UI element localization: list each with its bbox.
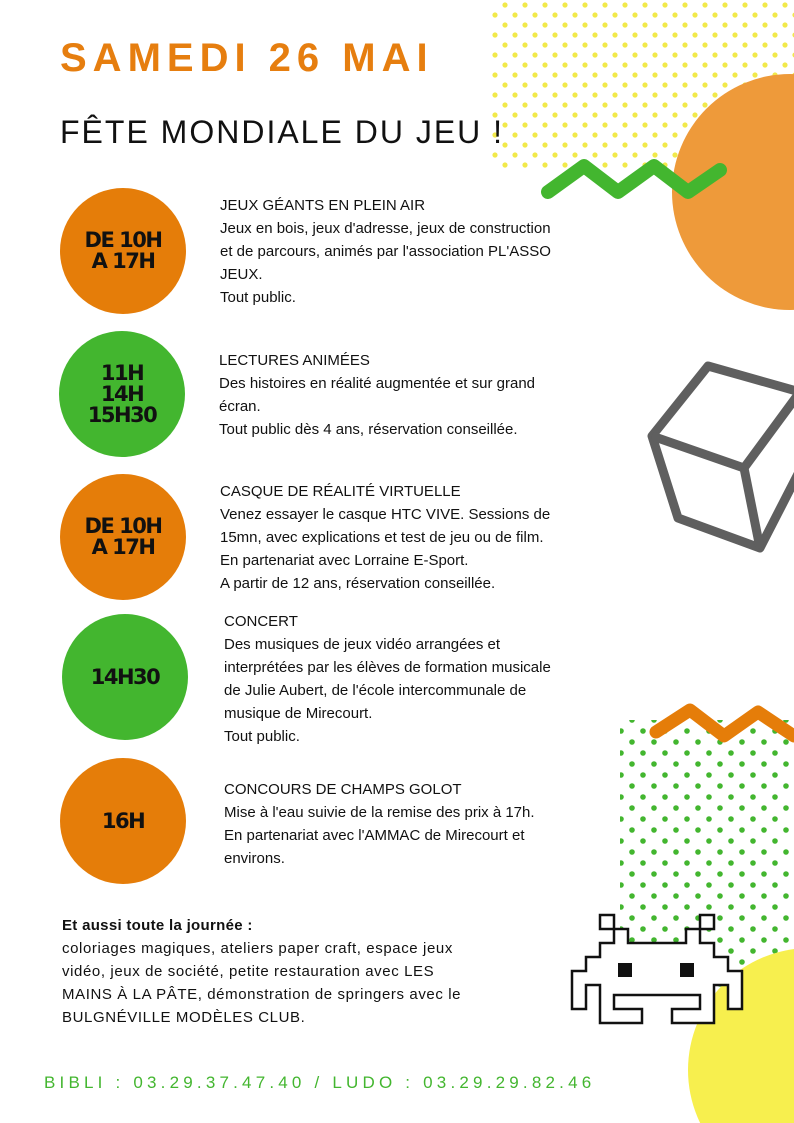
event-line: Venez essayer le casque HTC VIVE. Sessions de — [220, 506, 551, 523]
time-line: A 17H — [91, 249, 155, 273]
all-day-title: Et aussi toute la journée : — [62, 917, 253, 934]
all-day-activities — [62, 914, 562, 1029]
event-description — [224, 610, 551, 748]
event-line: En partenariat avec Lorraine E-Sport. — [220, 552, 469, 569]
time-badge — [60, 474, 186, 600]
event-description — [220, 194, 551, 309]
time-line: 14H30 — [90, 664, 160, 689]
contact-phones: BIBLI : 03.29.37.47.40 / LUDO : 03.29.29.82.46 — [44, 1073, 596, 1092]
event-title: CONCOURS DE CHAMPS GOLOT — [224, 781, 462, 798]
event-line: Tout public dès 4 ans, réservation conseillée. — [219, 421, 518, 438]
time-line: 16H — [101, 808, 145, 833]
time-line: DE 10H — [84, 228, 162, 252]
time-line: A 17H — [91, 535, 155, 559]
event-line: et de parcours, animés par l'association PL'ASSO — [220, 243, 551, 260]
event-line: musique de Mirecourt. — [224, 705, 373, 722]
all-day-line: MAINS À LA PÂTE, démonstration de springers avec le — [62, 986, 462, 1003]
event-description — [224, 778, 535, 870]
event-date: SAMEDI 26 MAI — [60, 36, 434, 80]
time-badge — [60, 188, 186, 314]
event-line: environs. — [224, 850, 285, 867]
green-dots-pattern — [620, 720, 794, 980]
event-title: CONCERT — [224, 613, 298, 630]
time-badge — [59, 331, 185, 457]
event-line: A partir de 12 ans, réservation conseillée. — [220, 575, 496, 592]
event-title: JEUX GÉANTS EN PLEIN AIR — [220, 197, 426, 214]
time-line: 14H — [100, 381, 144, 406]
event-line: Des histoires en réalité augmentée et sur grand — [219, 375, 536, 392]
page-title: FÊTE MONDIALE DU JEU ! — [60, 114, 505, 150]
event-line: 15mn, avec explications et test de jeu ou de film. — [220, 529, 544, 546]
time-badge — [62, 614, 188, 740]
event-line: En partenariat avec l'AMMAC de Mirecourt et — [224, 827, 525, 844]
event-line: JEUX. — [220, 266, 263, 283]
all-day-line: BULGNÉVILLE MODÈLES CLUB. — [62, 1009, 306, 1026]
event-line: de Julie Aubert, de l'école intercommunale de — [224, 682, 527, 699]
time-line: DE 10H — [84, 514, 162, 538]
event-line: Jeux en bois, jeux d'adresse, jeux de construction — [220, 220, 551, 237]
event-line: interprétées par les élèves de formation musicale — [224, 659, 551, 676]
event-title: CASQUE DE RÉALITÉ VIRTUELLE — [220, 483, 461, 500]
event-line: Tout public. — [220, 289, 296, 306]
event-line: Mise à l'eau suivie de la remise des prix à 17h. — [224, 804, 535, 821]
all-day-line: coloriages magiques, ateliers paper craft, espace jeux — [62, 940, 453, 957]
event-title: LECTURES ANIMÉES — [219, 352, 370, 369]
event-description — [220, 480, 550, 595]
time-line: 15H30 — [87, 402, 157, 427]
time-badge — [60, 758, 186, 884]
all-day-line: vidéo, jeux de société, petite restauration avec LES — [62, 963, 435, 980]
time-line: 11H — [100, 360, 144, 385]
event-line: écran. — [219, 398, 261, 415]
event-description — [219, 349, 535, 441]
cube-icon — [652, 366, 794, 548]
event-line: Des musiques de jeux vidéo arrangées et — [224, 636, 500, 653]
event-line: Tout public. — [224, 728, 300, 745]
